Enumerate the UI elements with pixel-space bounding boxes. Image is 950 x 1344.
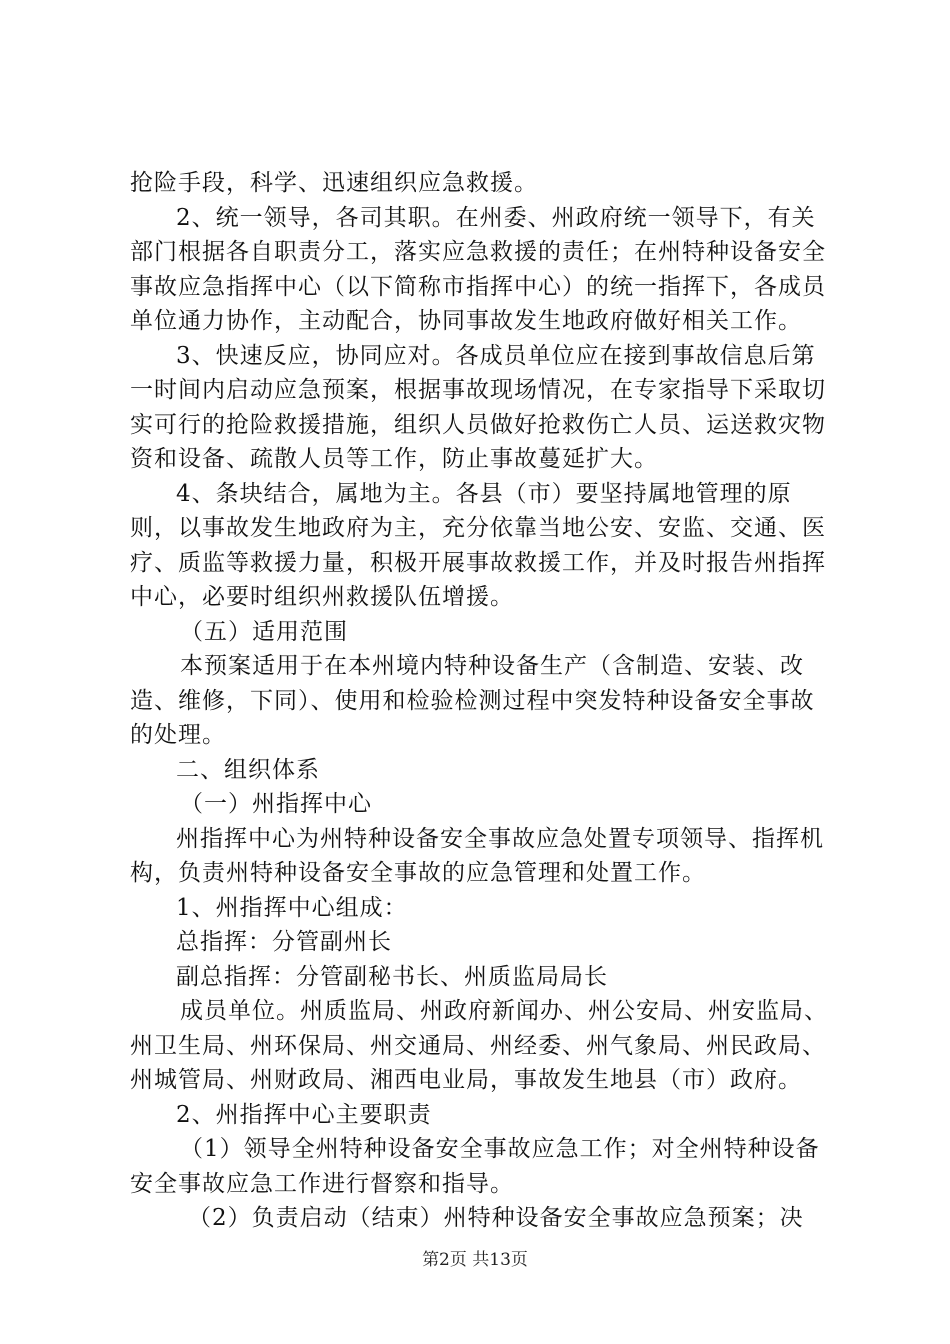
heading-organization: 二、组织体系: [176, 756, 320, 783]
paragraph-command-center: 州指挥中心为州特种设备安全事故应急处置专项领导、指挥机构，负责州特种设备安全事故的应急管理和处置工作。: [130, 825, 824, 886]
line-commander: 总指挥：分管副州长: [176, 929, 392, 955]
paragraph-continuation: 抢险手段，科学、迅速组织应急救援。: [130, 170, 538, 196]
heading-composition: 1、州指挥中心组成：: [176, 894, 408, 921]
line-deputy-commander: 副总指挥：分管副秘书长、州质监局局长: [176, 963, 608, 990]
heading-scope: （五）适用范围: [180, 618, 348, 645]
document-body: [130, 166, 830, 1236]
page-number-footer: 第2页 共13页: [422, 1250, 528, 1270]
paragraph-member-units: 成员单位。州质监局、州政府新闻办、州公安局、州安监局、州卫生局、州环保局、州交通局、州经委、州气象局、州民政局、州城管局、州财政局、湘西电业局，事故发生地县（市）政府。: [130, 998, 828, 1093]
heading-command-center: （一）州指挥中心: [180, 791, 372, 817]
heading-duties: 2、州指挥中心主要职责: [176, 1101, 432, 1128]
paragraph-principle-4: 4、条块结合，属地为主。各县（市）要坚持属地管理的原则，以事故发生地政府为主，充分依靠当地公安、安监、交通、医疗、质监等救援力量，积极开展事故救援工作，并及时报告州指挥中心，必要时组织州救援队伍增援。: [130, 480, 826, 610]
paragraph-duty-2: （2）负责启动（结束）州特种设备安全事故应急预案；决: [188, 1205, 804, 1231]
paragraph-duty-1: （1）领导全州特种设备安全事故应急工作；对全州特种设备安全事故应急工作进行督察和指导。: [130, 1136, 820, 1197]
paragraph-principle-2: 2、统一领导，各司其职。在州委、州政府统一领导下，有关部门根据各自职责分工，落实应急救援的责任；在州特种设备安全事故应急指挥中心（以下简称市指挥中心）的统一指挥下，各成员单位通力协作，主动配合，协同事故发生地政府做好相关工作。: [130, 204, 826, 334]
paragraph-principle-3: 3、快速反应，协同应对。各成员单位应在接到事故信息后第一时间内启动应急预案，根据事故现场情况，在专家指导下采取切实可行的抢险救援措施，组织人员做好抢救伤亡人员、运送救灾物资和设备、疏散人员等工作，防止事故蔓延扩大。: [130, 342, 826, 472]
paragraph-scope: 本预案适用于在本州境内特种设备生产（含制造、安装、改造、维修，下同）、使用和检验检测过程中突发特种设备安全事故的处理。: [130, 653, 815, 748]
